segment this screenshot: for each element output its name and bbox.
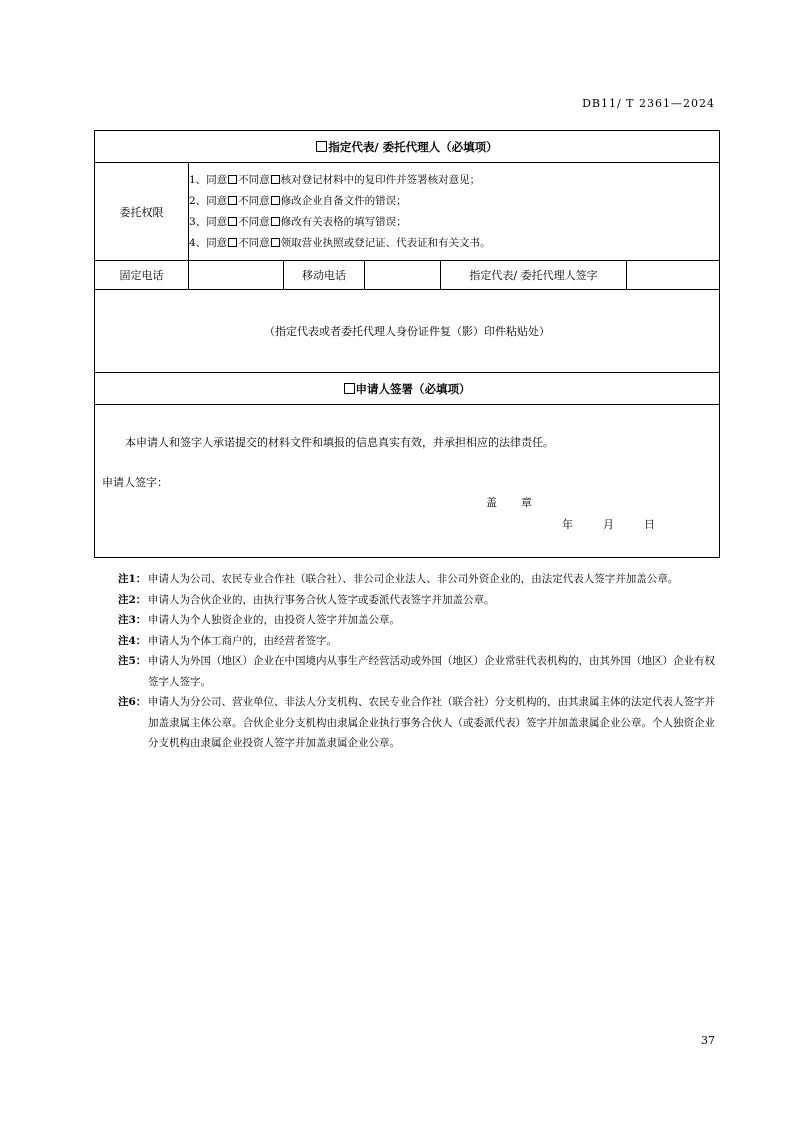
landline-input[interactable] [189,261,284,290]
applicant-sign-label: 申请人签字： [102,476,168,489]
seal-label [486,494,556,510]
item-number: 3、 [189,215,207,228]
disagree-label: 不同意 [238,215,270,228]
note-item [118,631,720,652]
authority-label-cell [95,163,189,261]
agree-checkbox[interactable] [228,217,237,226]
applicant-signature-area[interactable] [95,405,720,558]
applicant-checkbox[interactable] [344,383,355,394]
standard-code: DB11/ T 2361—2024 [582,97,715,110]
note-tag: 注5： [118,655,147,667]
item-text: 修改有关表格的填写错误； [280,215,407,228]
authority-item [189,170,719,191]
note-text: 申请人为个人独资企业的，由投资人签字并加盖公章。 [148,614,400,626]
disagree-checkbox[interactable] [271,238,280,247]
rep-signature-input[interactable] [627,261,720,290]
designated-rep-checkbox[interactable] [316,141,327,152]
mobile-label: 移动电话 [284,261,365,290]
notes-list [118,569,720,754]
month-label: 月 [603,518,614,531]
item-text: 修改企业自备文件的错误； [280,194,407,207]
note-item [118,692,720,754]
seal-char: 盖 [486,496,497,509]
disagree-checkbox[interactable] [271,175,280,184]
note-tag: 注4： [118,634,147,647]
designated-rep-section-header [95,131,720,163]
disagree-checkbox[interactable] [271,196,280,205]
note-text: 申请人为公司、农民专业合作社（联合社）、非公司企业法人、非公司外资企业的，由法定代表人签字并加盖公章。 [148,573,679,585]
note-tag: 注6： [118,696,147,708]
disagree-checkbox[interactable] [271,217,280,226]
note-text: 申请人为合伙企业的，由执行事务合伙人签字或委派代表签字并加盖公章。 [148,593,495,606]
note-item [118,651,720,692]
applicant-title: 申请人签署（必填项） [355,381,471,396]
note-tag: 注1： [118,573,147,585]
disagree-label: 不同意 [238,194,270,207]
authority-items-cell [189,163,720,261]
mobile-input[interactable] [365,261,441,290]
item-number: 1、 [189,173,207,186]
landline-label: 固定电话 [95,261,189,290]
agree-checkbox[interactable] [228,196,237,205]
designated-rep-title: 指定代表/ 委托代理人（必填项） [328,139,498,154]
applicant-promise: 本申请人和签字人承诺提交的材料文件和填报的信息真实有效，并承担相应的法律责任。 [125,436,554,449]
item-number: 4、 [189,236,207,249]
note-text: 申请人为分公司、营业单位、非法人分支机构、农民专业合作社（联合社）分支机构的，由其隶属主体的法定代表人签字并加盖隶属主体公章。合伙企业分支机构由隶属企业执行事务合伙人（或委派代表）签字并加盖隶属企业公章。个人独资企业分支机构由隶属企业投资人签字并加盖隶属企业公章。 [148,696,715,749]
agree-label: 同意 [206,194,228,207]
authority-item [189,212,719,233]
agree-label: 同意 [206,173,228,186]
day-label: 日 [644,518,655,531]
agree-label: 同意 [206,215,228,228]
note-tag: 注2： [118,593,147,606]
authority-label: 委托权限 [119,205,164,219]
note-item [118,569,720,590]
disagree-label: 不同意 [238,173,270,186]
note-text: 申请人为外国（地区）企业在中国境内从事生产经营活动或外国（地区）企业常驻代表机构的，由其外国（地区）企业有权签字人签字。 [148,655,715,688]
seal-char: 章 [521,496,532,509]
agree-checkbox[interactable] [228,175,237,184]
note-item [118,590,720,611]
disagree-label: 不同意 [238,236,270,249]
item-text: 核对登记材料中的复印件并签署核对意见； [280,173,481,186]
id-copy-paste-area[interactable] [95,290,720,373]
note-tag: 注3： [118,614,147,626]
applicant-section-header [95,373,720,405]
item-text: 领取营业执照或登记证、代表证和有关文书。 [280,236,491,249]
authority-item [189,233,719,254]
page-number: 37 [701,1034,715,1047]
note-item [118,610,720,631]
id-copy-placeholder: （指定代表或者委托代理人身份证件复（影）印件粘贴处） [264,325,551,338]
date-label [562,516,685,532]
note-text: 申请人为个体工商户的，由经营者签字。 [148,634,337,647]
year-label: 年 [562,518,573,531]
agree-checkbox[interactable] [228,238,237,247]
agree-label: 同意 [206,236,228,249]
authority-item [189,191,719,212]
rep-signature-label: 指定代表/ 委托代理人签字 [441,261,627,290]
registration-form-table [94,130,720,558]
item-number: 2、 [189,194,207,207]
